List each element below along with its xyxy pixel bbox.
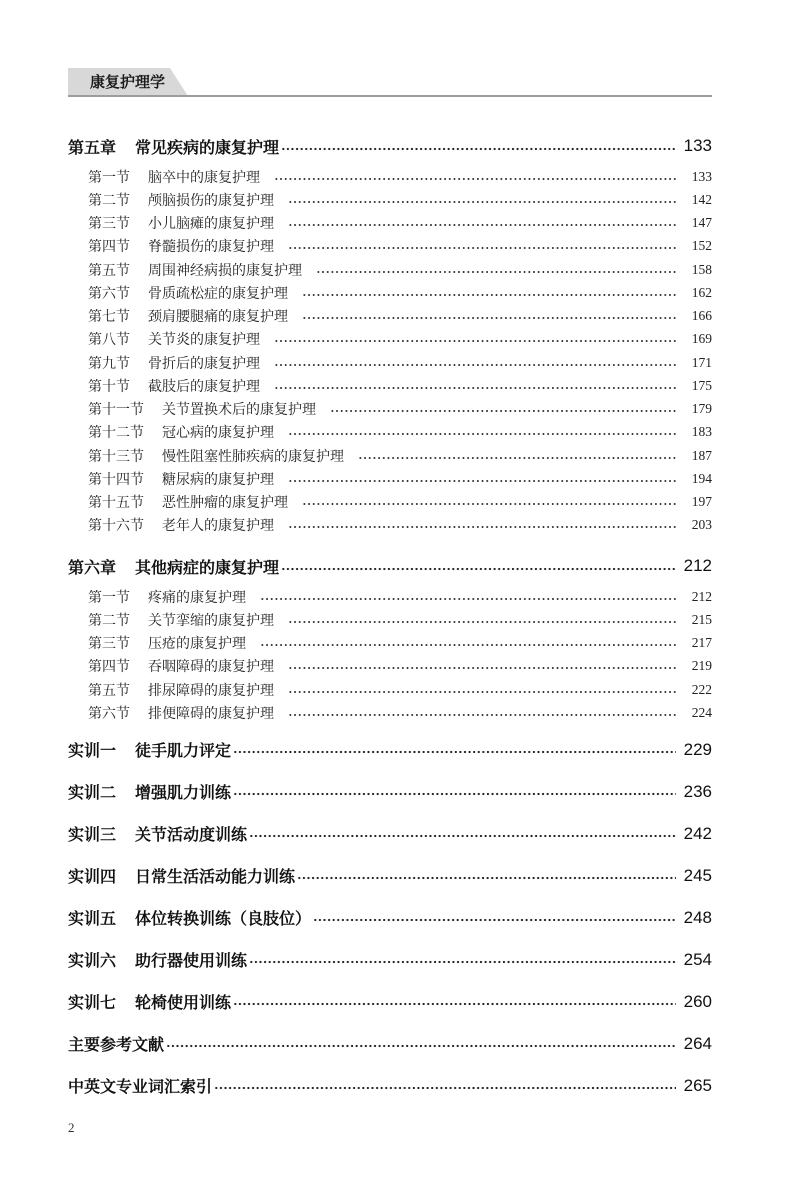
section-title: 排尿障碍的康复护理 [148, 682, 274, 699]
chapter-title: 常见疾病的康复护理 [135, 137, 280, 157]
section-label: 第十二节 [88, 425, 144, 442]
section-label: 第一节 [88, 589, 130, 606]
leader-dots [274, 374, 678, 397]
page-number: 242 [683, 823, 712, 843]
page-number: 236 [683, 781, 712, 801]
table-of-contents [68, 133, 712, 1099]
page-number: 224 [691, 704, 712, 720]
leader-dots [274, 351, 678, 374]
leader-dots [358, 444, 678, 467]
leader-dots [288, 212, 678, 235]
section-label: 第十节 [88, 378, 130, 395]
leader-dots [260, 632, 678, 655]
section-title: 脑卒中的康复护理 [148, 169, 260, 186]
practical-label: 实训七 [68, 993, 117, 1012]
page-number: 248 [683, 907, 712, 927]
section-title: 疼痛的康复护理 [148, 589, 246, 606]
toc-section-row [68, 398, 712, 421]
leader-dots [288, 608, 678, 631]
section-title: 骨质疏松症的康复护理 [148, 285, 288, 302]
page-number: 183 [691, 424, 712, 440]
page-number: 217 [691, 635, 712, 651]
practical-label: 实训一 [68, 741, 117, 760]
page-number: 260 [683, 991, 712, 1011]
leader-dots [260, 585, 678, 608]
page-number: 171 [691, 354, 712, 370]
section-label: 第十四节 [88, 471, 144, 488]
practical-title: 日常生活活动能力训练 [135, 867, 296, 886]
leader-dots [233, 737, 676, 763]
toc-section-row [68, 678, 712, 701]
page-number: 179 [691, 401, 712, 417]
toc-practical-row [68, 779, 712, 805]
section-title: 关节置换术后的康复护理 [162, 402, 316, 419]
leader-dots [233, 779, 676, 805]
section-title: 恶性肿瘤的康复护理 [162, 495, 288, 512]
section-label: 第九节 [88, 355, 130, 372]
page-number: 229 [683, 739, 712, 759]
leader-dots [302, 305, 678, 328]
leader-dots [249, 821, 676, 847]
toc-section-row [68, 421, 712, 444]
page-number: 215 [691, 611, 712, 627]
section-title: 冠心病的康复护理 [162, 425, 274, 442]
toc-references-row [68, 1031, 712, 1057]
toc-section-row [68, 701, 712, 724]
toc-section-row [68, 632, 712, 655]
section-label: 第十一节 [88, 402, 144, 419]
toc-section-row [68, 655, 712, 678]
section-title: 糖尿病的康复护理 [162, 471, 274, 488]
leader-dots [288, 235, 678, 258]
chapter-label: 第五章 [68, 137, 117, 157]
toc-section-row [68, 305, 712, 328]
practical-title: 助行器使用训练 [135, 951, 248, 970]
leader-dots [288, 655, 678, 678]
section-label: 第一节 [88, 169, 130, 186]
section-title: 老年人的康复护理 [162, 518, 274, 535]
practical-label: 实训五 [68, 909, 117, 928]
toc-practical-row [68, 821, 712, 847]
leader-dots [233, 989, 676, 1015]
toc-section-row [68, 328, 712, 351]
page-number: 166 [691, 308, 712, 324]
section-title: 压疮的康复护理 [148, 636, 246, 653]
practical-title: 体位转换训练（良肢位） [135, 909, 312, 928]
toc-section-row [68, 258, 712, 281]
toc-section-row [68, 467, 712, 490]
toc-section-row [68, 212, 712, 235]
page-number: 197 [691, 494, 712, 510]
practical-title: 轮椅使用训练 [135, 993, 232, 1012]
leader-dots [297, 863, 676, 889]
references-title: 主要参考文献 [68, 1035, 165, 1054]
toc-practical-row [68, 737, 712, 763]
toc-index-row [68, 1073, 712, 1099]
page-number: 203 [691, 517, 712, 533]
practical-label: 实训六 [68, 951, 117, 970]
section-label: 第五节 [88, 262, 130, 279]
running-header-title: 康复护理学 [90, 73, 166, 91]
section-label: 第五节 [88, 682, 130, 699]
section-label: 第三节 [88, 636, 130, 653]
page-number: 158 [691, 261, 712, 277]
section-title: 小儿脑瘫的康复护理 [148, 216, 274, 233]
toc-chapter-row [68, 133, 712, 159]
index-title: 中英文专业词汇索引 [68, 1077, 213, 1096]
section-label: 第三节 [88, 216, 130, 233]
toc-section-row [68, 374, 712, 397]
leader-dots [302, 491, 678, 514]
page-number: 169 [691, 331, 712, 347]
toc-section-row [68, 608, 712, 631]
toc-section-row [68, 188, 712, 211]
leader-dots [288, 421, 678, 444]
leader-dots [288, 514, 678, 537]
chapter-label: 第六章 [68, 557, 117, 577]
section-label: 第六节 [88, 705, 130, 722]
section-label: 第十五节 [88, 495, 144, 512]
section-title: 关节炎的康复护理 [148, 332, 260, 349]
leader-dots [288, 678, 678, 701]
section-title: 截肢后的康复护理 [148, 378, 260, 395]
toc-section-row [68, 351, 712, 374]
section-label: 第十六节 [88, 518, 144, 535]
section-title: 骨折后的康复护理 [148, 355, 260, 372]
folio-page-number: 2 [68, 1120, 75, 1135]
leader-dots [288, 188, 678, 211]
toc-section-row [68, 491, 712, 514]
header-rule [68, 95, 712, 97]
practical-title: 增强肌力训练 [135, 783, 232, 802]
section-label: 第二节 [88, 612, 130, 629]
page-number: 222 [691, 681, 712, 697]
toc-practical-row [68, 863, 712, 889]
toc-practical-row [68, 989, 712, 1015]
toc-practical-row [68, 905, 712, 931]
leader-dots [316, 258, 678, 281]
section-title: 周围神经病损的康复护理 [148, 262, 302, 279]
section-label: 第十三节 [88, 448, 144, 465]
section-label: 第八节 [88, 332, 130, 349]
leader-dots [288, 701, 678, 724]
leader-dots [288, 467, 678, 490]
page-number: 254 [683, 949, 712, 969]
section-label: 第二节 [88, 192, 130, 209]
page-number: 212 [691, 588, 712, 604]
page-number: 133 [691, 168, 712, 184]
section-label: 第四节 [88, 239, 130, 256]
page-number: 219 [691, 658, 712, 674]
section-title: 颅脑损伤的康复护理 [148, 192, 274, 209]
leader-dots [166, 1031, 676, 1057]
page-number: 152 [691, 238, 712, 254]
section-label: 第四节 [88, 659, 130, 676]
toc-section-row [68, 585, 712, 608]
page-number: 147 [691, 215, 712, 231]
section-title: 慢性阻塞性肺疾病的康复护理 [162, 448, 344, 465]
section-title: 脊髓损伤的康复护理 [148, 239, 274, 256]
toc-section-row [68, 444, 712, 467]
leader-dots [274, 328, 678, 351]
leader-dots [274, 165, 678, 188]
toc-section-row [68, 281, 712, 304]
page-number: 265 [683, 1075, 712, 1095]
page-number: 133 [683, 136, 712, 155]
page-number: 187 [691, 447, 712, 463]
leader-dots [281, 553, 676, 579]
page-number: 194 [691, 470, 712, 486]
toc-section-row [68, 165, 712, 188]
toc-chapter-row [68, 553, 712, 579]
toc-practical-row [68, 947, 712, 973]
leader-dots [281, 133, 676, 159]
section-title: 排便障碍的康复护理 [148, 705, 274, 722]
toc-section-row [68, 235, 712, 258]
leader-dots [313, 905, 676, 931]
chapter-title: 其他病症的康复护理 [135, 557, 280, 577]
section-label: 第六节 [88, 285, 130, 302]
section-title: 颈肩腰腿痛的康复护理 [148, 309, 288, 326]
toc-section-row [68, 514, 712, 537]
practical-title: 徒手肌力评定 [135, 741, 232, 760]
section-label: 第七节 [88, 309, 130, 326]
page-number: 264 [683, 1033, 712, 1053]
leader-dots [330, 398, 678, 421]
page-number: 245 [683, 865, 712, 885]
leader-dots [214, 1073, 676, 1099]
practical-label: 实训二 [68, 783, 117, 802]
page-number: 142 [691, 191, 712, 207]
page-number: 212 [683, 556, 712, 575]
page-number: 162 [691, 284, 712, 300]
leader-dots [249, 947, 676, 973]
leader-dots [302, 281, 678, 304]
practical-title: 关节活动度训练 [135, 825, 248, 844]
section-title: 关节挛缩的康复护理 [148, 612, 274, 629]
section-title: 吞咽障碍的康复护理 [148, 659, 274, 676]
practical-label: 实训三 [68, 825, 117, 844]
practical-label: 实训四 [68, 867, 117, 886]
page-number: 175 [691, 377, 712, 393]
